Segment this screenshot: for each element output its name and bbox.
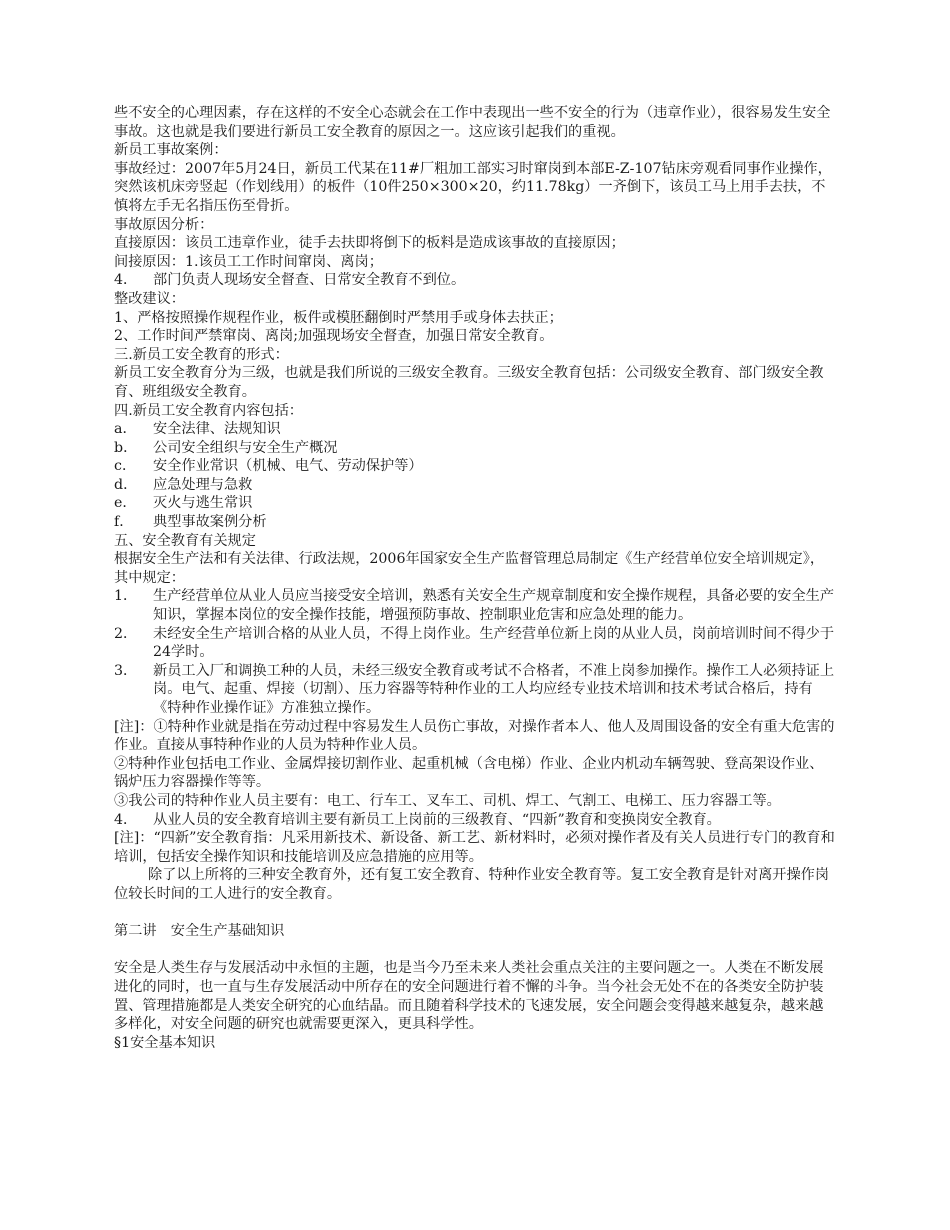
section-heading: 四.新员工安全教育内容包括： [114, 402, 303, 419]
list-marker: 1． [114, 588, 138, 605]
intro-paragraph: 些不安全的心理因素，存在这样的不安全心态就会在工作中表现出一些不安全的行为（违章作业），很容易发生安全事故。这也就是我们要进行新员工安全教育的原因之一。这应该引起我们的重视。 [114, 105, 831, 140]
list-item-text: 未经安全生产培训合格的从业人员，不得上岗作业。生产经营单位新上岗的从业人员，岗前培训时间不得少于24学时。 [153, 625, 835, 661]
list-item-text: 灭火与逃生常识 [153, 495, 253, 512]
rectification-item: 1、严格按照操作规程作业，板件或模胚翻倒时严禁用手或身体去扶正； [114, 309, 563, 326]
list-item-text: 新员工入厂和调换工种的人员，未经三级安全教育或考试不合格者，不准上岗参加操作。操作工人必须持证上岗。电气、起重、焊接（切割）、压力容器等特种作业的工人均应经专业技术培训和技术考试合格后，持有《特种作业操作证》方准独立操作。 [153, 662, 835, 716]
case-paragraph: 事故经过：2007年5月24日，新员工代某在11#厂粗加工部实习时窜岗到本部E-Z-107钻床旁观看同事作业操作，突然该机床旁竖起（作划线用）的板件（10件250×300×20，约11.78kg）一齐倒下，该员工马上用手去扶，不慎将左手无名指压伤至骨折。 [114, 160, 832, 214]
note-paragraph: ②特种作业包括电工作业、金属焊接切割作业、起重机械（含电梯）作业、企业内机动车辆驾驶、登高架设作业、锅炉压力容器操作等等。 [114, 755, 824, 791]
spacer [114, 904, 836, 923]
case-heading: 新员工事故案例： [114, 142, 228, 159]
lecture-title: 第二讲 安全生产基础知识 [114, 923, 285, 940]
list-marker: c． [114, 458, 137, 475]
list-item-text: 部门负责人现场安全督查、日常安全教育不到位。 [153, 272, 466, 289]
section-heading: 三.新员工安全教育的形式： [114, 346, 289, 363]
list-item-text: 安全法律、法规知识 [153, 421, 281, 438]
list-marker: 2． [114, 625, 138, 642]
list-item-text: 公司安全组织与安全生产概况 [153, 439, 338, 456]
closing-paragraph: 除了以上所将的三种安全教育外，还有复工安全教育、特种作业安全教育等。复工安全教育是针对离开操作岗位较长时间的工人进行的安全教育。 [114, 867, 830, 902]
content-list-item [114, 513, 836, 532]
content-list-item [114, 439, 836, 458]
regulation-item [114, 625, 836, 662]
regulation-intro: 根据安全生产法和有关法律、行政法规，2006年国家安全生产监督管理总局制定《生产经营单位安全培训规定》，其中规定： [114, 551, 825, 586]
rectification-item: 2、工作时间严禁窜岗、离岗;加强现场安全督查，加强日常安全教育。 [114, 328, 554, 345]
note-paragraph: [注]：①特种作业就是指在劳动过程中容易发生人员伤亡事故，对操作者本人、他人及周围设备的安全有重大危害的作业。直接从事特种作业的人员为特种作业人员。 [114, 718, 835, 754]
list-marker: d． [114, 476, 138, 493]
rectification-heading: 整改建议： [114, 290, 185, 307]
forms-paragraph: 新员工安全教育分为三级，也就是我们所说的三级安全教育。三级安全教育包括：公司级安全教育、部门级安全教育、班组级安全教育。 [114, 365, 824, 400]
regulation-item [114, 587, 836, 624]
section-heading: 五、安全教育有关规定 [114, 532, 256, 549]
list-marker: 3． [114, 662, 138, 679]
list-marker: a． [114, 421, 137, 438]
list-marker: 4． [114, 272, 138, 289]
content-list-item [114, 457, 836, 476]
direct-cause: 直接原因：该员工违章作业，徒手去扶即将倒下的板料是造成该事故的直接原因； [114, 235, 625, 252]
indirect-cause: 间接原因：1.该员工工作时间窜岗、离岗； [114, 253, 383, 270]
regulation-item [114, 662, 836, 718]
note-paragraph: [注]：“四新”安全教育指：凡采用新技术、新设备、新工艺、新材料时，必须对操作者及有关人员进行专门的教育和培训，包括安全操作知识和技能培训及应急措施的应用等。 [114, 830, 835, 865]
lecture-intro: 安全是人类生存与发展活动中永恒的主题，也是当今乃至未来人类社会重点关注的主要问题之一。人类在不断发展进化的同时，也一直与生存发展活动中所存在的安全问题进行着不懈的斗争。当今社会无处不在的各类安全防护装置、管理措施都是人类安全研究的心血结晶。而且随着科学技术的飞速发展，安全问题会变得越来越复杂，越来越多样化，对安全问题的研究也就需要更深入，更具科学性。 [114, 960, 824, 1033]
list-item-text: 从业人员的安全教育培训主要有新员工上岗前的三级教育、“四新”教育和变换岗安全教育。 [153, 811, 721, 828]
list-item-text: 典型事故案例分析 [153, 514, 267, 531]
document-page [114, 104, 836, 1052]
regulation-item [114, 811, 836, 830]
section-title: §1安全基本知识 [114, 1034, 216, 1051]
list-marker: 4． [114, 811, 138, 828]
content-list-item [114, 494, 836, 513]
indirect-cause-item [114, 271, 836, 290]
content-list-item [114, 476, 836, 495]
list-item-text: 应急处理与急救 [153, 476, 253, 493]
list-item-text: 安全作业常识（机械、电气、劳动保护等） [153, 458, 423, 475]
analysis-heading: 事故原因分析： [114, 216, 214, 233]
note-paragraph: ③我公司的特种作业人员主要有：电工、行车工、叉车工、司机、焊工、气割工、电梯工、压力容器工等。 [114, 792, 781, 809]
list-marker: e． [114, 495, 137, 512]
content-list-item [114, 420, 836, 439]
spacer [114, 941, 836, 960]
list-item-text: 生产经营单位从业人员应当接受安全培训，熟悉有关安全生产规章制度和安全操作规程，具备必要的安全生产知识，掌握本岗位的安全操作技能，增强预防事故、控制职业危害和应急处理的能力。 [153, 588, 835, 624]
list-marker: f． [114, 514, 134, 531]
list-marker: b． [114, 439, 138, 456]
